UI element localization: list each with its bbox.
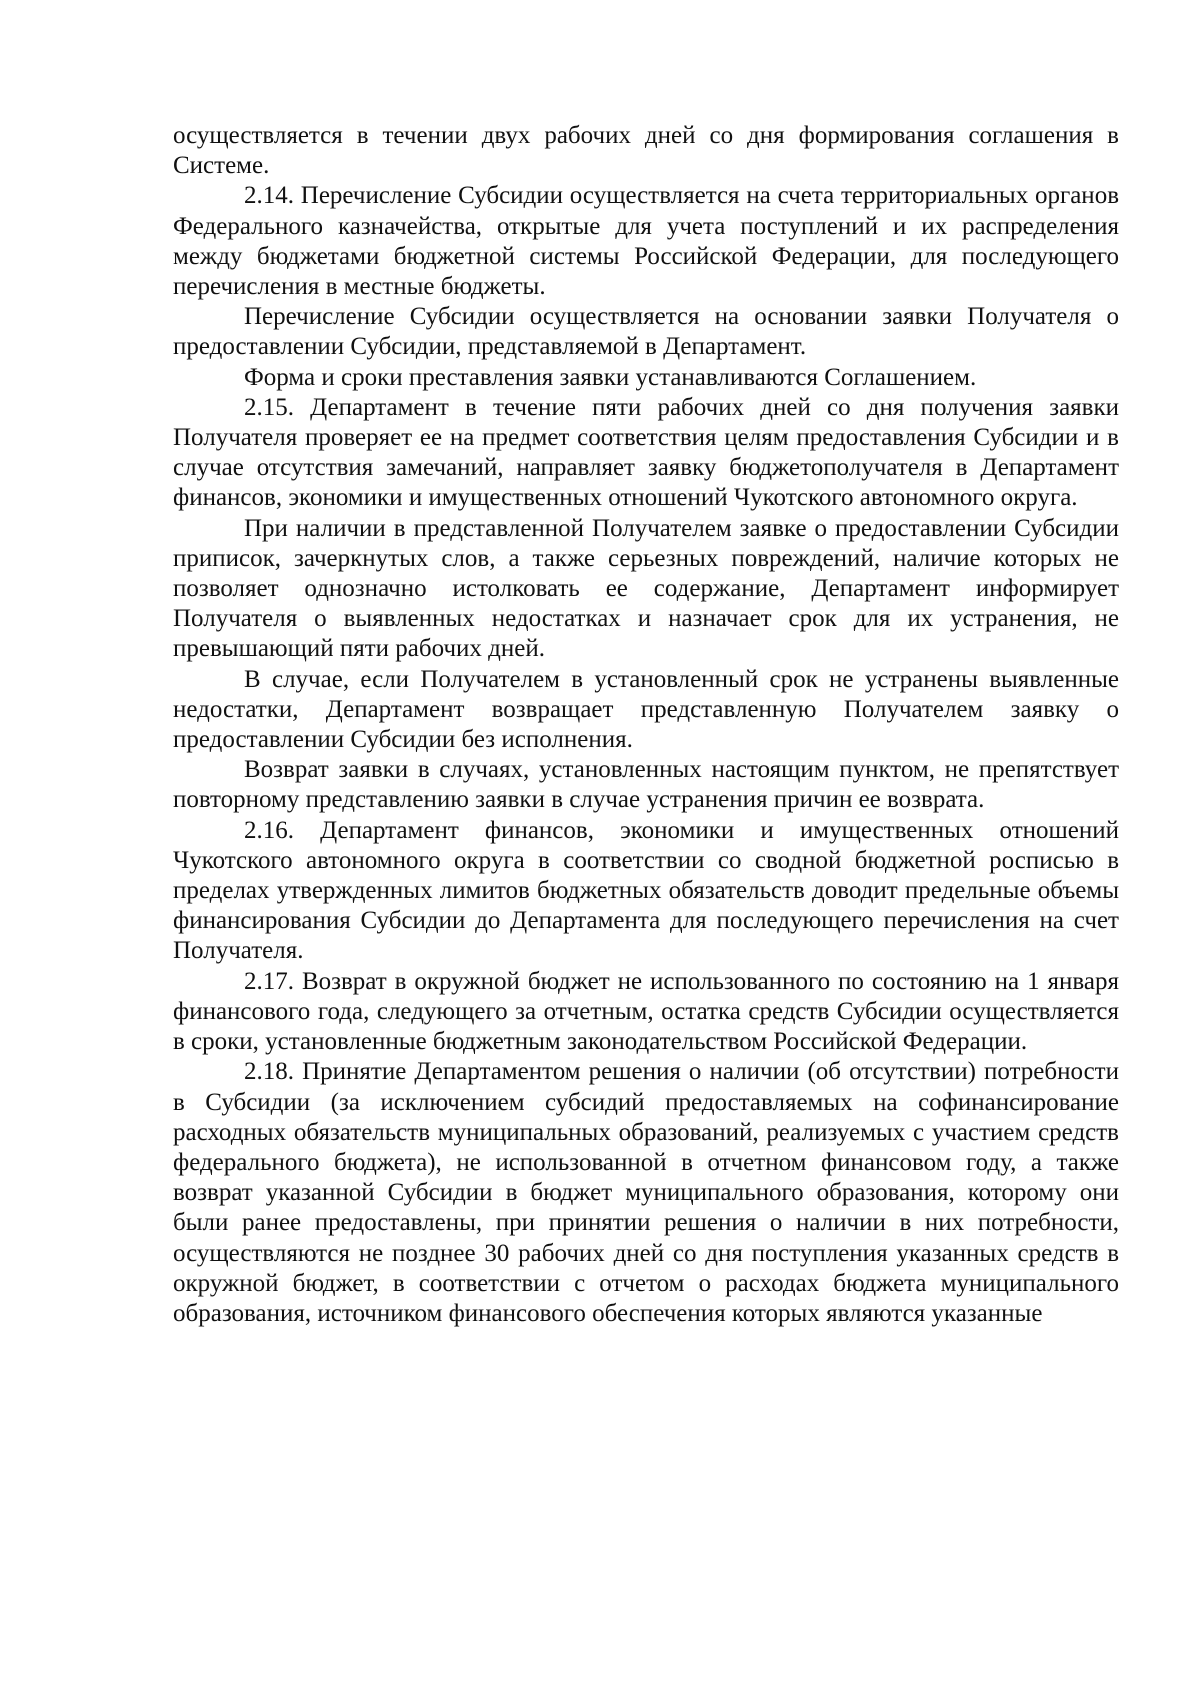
paragraph-2-14: 2.14. Перечисление Субсидии осуществляется на счета территориальных органов Федерального казначейства, открытые для учета поступлений и их распределения между бюджетами бюджетной системы Российской Федерации, для последующего перечисления в местные бюджеты. <box>173 182 1119 301</box>
paragraph-2-18: 2.18. Принятие Департаментом решения о наличии (об отсутствии) потребности в Субсидии (за исключением субсидий предоставляемых на софинансирование расходных обязательств муниципальных образований, реализуемых с участием средств федерального бюджета), не использованной в отчетном финансовом году, а также возврат указанной Субсидии в бюджет муниципального образования, которому они были ранее предоставлены, при принятии решения о наличии в них потребности, осуществляются не позднее 30 рабочих дней со дня поступления указанных средств в окружной бюджет, в соответствии с отчетом о расходах бюджета муниципального образования, источником финансового обеспечения которых являются указанные <box>173 1058 1119 1327</box>
paragraph-subsidy-transfer-basis: Перечисление Субсидии осуществляется на основании заявки Получателя о предоставлении Субсидии, представляемой в Департамент. <box>173 303 1119 361</box>
paragraph-return-application: В случае, если Получателем в установленный срок не устранены выявленные недостатки, Департамент возвращает представленную Получателем заявку о предоставлении Субсидии без исполнения. <box>173 665 1119 754</box>
paragraph-deficiencies: При наличии в представленной Получателем заявке о предоставлении Субсидии приписок, зачеркнутых слов, а также серьезных повреждений, наличие которых не позволяет однозначно истолковать ее содержание, Департамент информирует Получателя о выявленных недостатках и назначает срок для их устранения, не превышающий пяти рабочих дней. <box>173 514 1119 663</box>
paragraph-2-17: 2.17. Возврат в окружной бюджет не использованного по состоянию на 1 января финансового года, следующего за отчетным, остатка средств Субсидии осуществляется в сроки, установленные бюджетным законодательством Российской Федерации. <box>173 967 1119 1056</box>
paragraph-continuation: осуществляется в течении двух рабочих дней со дня формирования соглашения в Системе. <box>173 122 1119 180</box>
paragraph-resubmission: Возврат заявки в случаях, установленных настоящим пунктом, не препятствует повторному представлению заявки в случае устранения причин ее возврата. <box>173 756 1119 814</box>
paragraph-application-form: Форма и сроки преставления заявки устанавливаются Соглашением. <box>244 363 977 391</box>
paragraph-2-15: 2.15. Департамент в течение пяти рабочих дней со дня получения заявки Получателя проверяет ее на предмет соответствия целям предоставления Субсидии и в случае отсутствия замечаний, направляет заявку бюджетополучателя в Департамент финансов, экономики и имущественных отношений Чукотского автономного округа. <box>173 393 1119 512</box>
paragraph-2-16: 2.16. Департамент финансов, экономики и имущественных отношений Чукотского автономного округа в соответствии со сводной бюджетной росписью в пределах утвержденных лимитов бюджетных обязательств доводит предельные объемы финансирования Субсидии до Департамента для последующего перечисления на счет Получателя. <box>173 816 1119 965</box>
document-body <box>173 121 1119 1329</box>
